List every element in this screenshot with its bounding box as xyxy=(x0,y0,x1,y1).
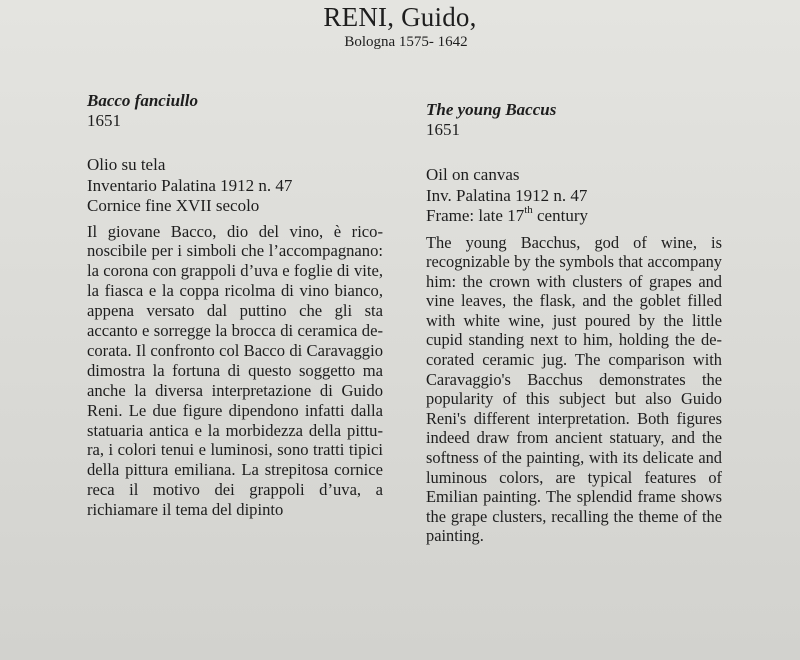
english-column xyxy=(426,99,722,546)
frame-english-prefix: Frame: late 17 xyxy=(426,206,525,225)
description-italian: Il giovane Bacco, dio del vino, è riconoscibile per i simboli che l’accompagnano: la corona con grappoli d’uva e foglie di vite, la fiasca e la coppa ricolma di vino bianco, appena versato dal puttino che gli sta accanto e sorregge la brocca di ceramica decorata. Il confronto col Bacco di Caravaggio dimostra la fortuna di questo soggetto ma anche la diversa interpretazione di Guido Reni. Le due figure dipendono infatti dalla statuaria antica e la morbidezza della pittura, i colori tenui e luminosi, sono tratti tipici della pittura emiliana. La strepitosa cornice reca il motivo dei grappoli d’uva, a richiamare il tema del dipinto xyxy=(87,221,383,520)
frame-english-ordinal: th xyxy=(524,204,533,217)
frame-english xyxy=(426,206,722,227)
artwork-details-english xyxy=(426,165,722,227)
artist-origin-dates: Bologna 1575- 1642 xyxy=(344,34,468,50)
artwork-title-italian: Bacco fanciullo xyxy=(87,91,198,110)
inventory-english: Inv. Palatina 1912 n. 47 xyxy=(426,185,588,205)
artwork-year-italian: 1651 xyxy=(87,111,121,130)
frame-italian: Cornice fine XVII secolo xyxy=(87,196,260,215)
description-english: The young Bacchus, god of wine, is recognizable by the symbols that accompany him: the crown with clusters of grapes and vine leaves, the flask, and the goblet filled with white wine, just poured by the little cupid standing next to him, holding the decorated ceramic jug. The comparison with Caravaggio's Bacchus demonstrates the popularity of this subject but also Guido Reni's different interpretation. Both figures indeed draw from ancient statuary, and the softness of the painting, with its delicate and luminous colors, are typical features of Emilian painting. The splendid frame shows the grape clusters, recalling the theme of the painting. xyxy=(426,232,722,546)
medium-italian: Olio su tela xyxy=(87,155,166,174)
artwork-year-english: 1651 xyxy=(426,120,460,139)
label-header xyxy=(0,2,800,51)
medium-english: Oil on canvas xyxy=(426,165,520,184)
artist-name: RENI, Guido, xyxy=(323,2,477,32)
artwork-details-italian xyxy=(87,155,383,217)
inventory-italian: Inventario Palatina 1912 n. 47 xyxy=(87,175,293,195)
frame-english-suffix: century xyxy=(532,206,588,225)
artwork-title-english: The young Baccus xyxy=(426,100,557,119)
italian-column xyxy=(87,90,383,520)
